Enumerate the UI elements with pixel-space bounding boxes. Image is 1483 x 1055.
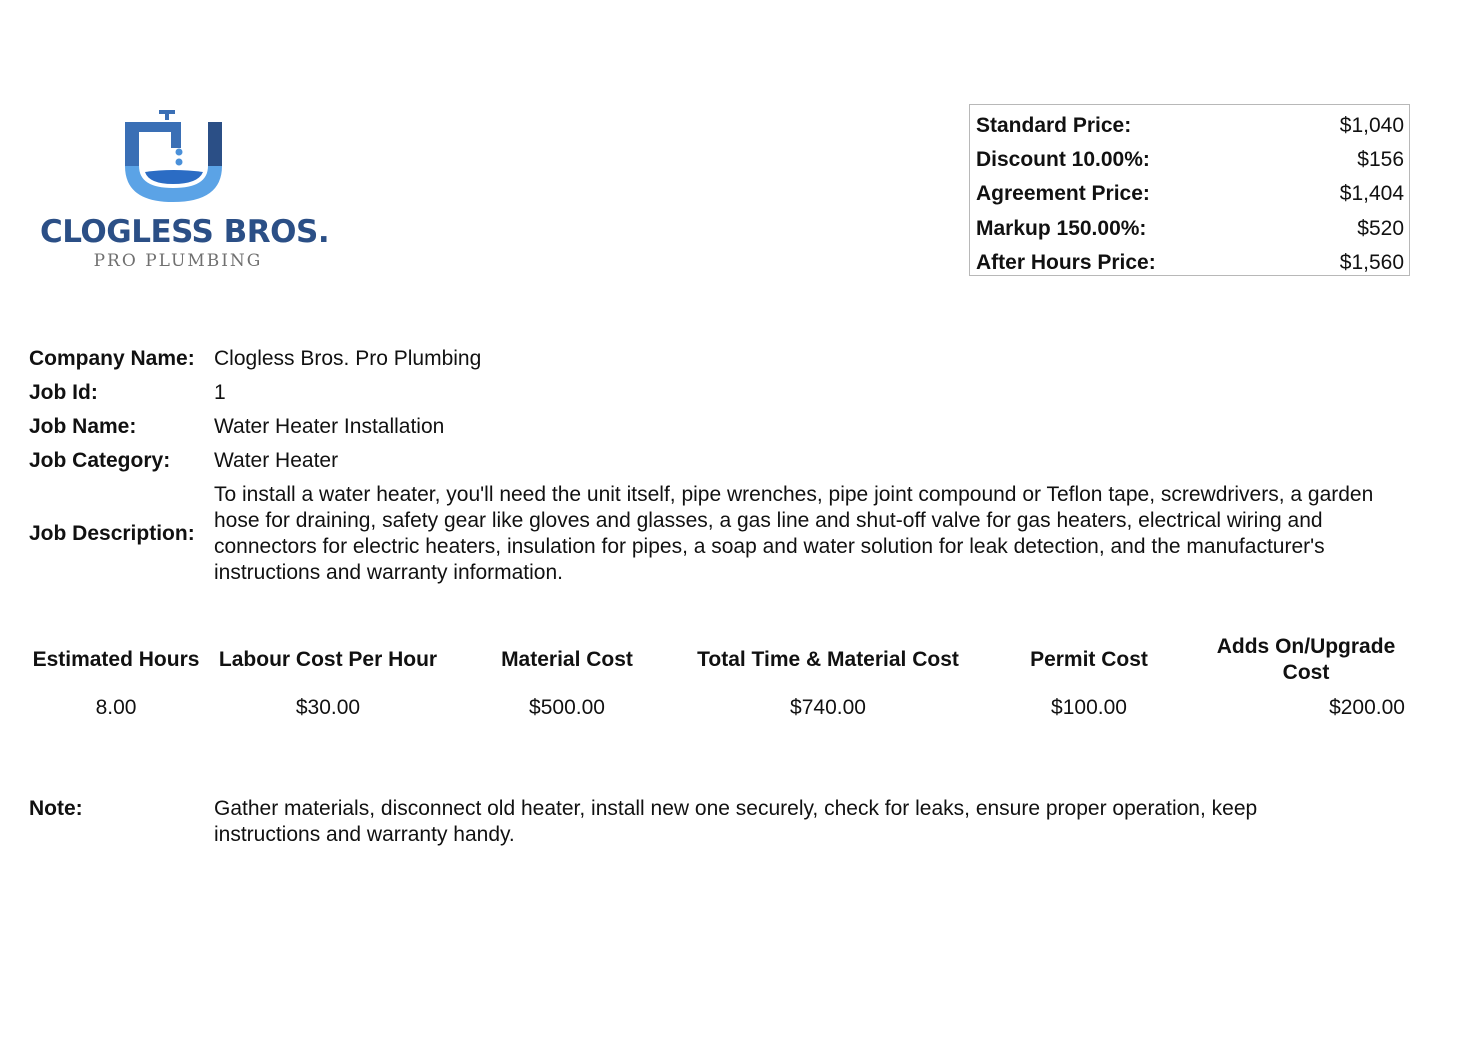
logo-subtitle: PRO PLUMBING — [93, 251, 263, 271]
price-label: Agreement Price: — [976, 182, 1150, 206]
price-label: Standard Price: — [976, 114, 1132, 138]
material-cost-header: Material Cost — [501, 648, 633, 671]
permit-cost-value: $100.00 — [1051, 696, 1127, 719]
agreement-price-row — [976, 177, 1404, 211]
permit-cost-header: Permit Cost — [1030, 648, 1148, 671]
price-value: $520 — [1357, 216, 1404, 240]
company-name-label: Company Name: — [29, 347, 195, 370]
labour-cost-header: Labour Cost Per Hour — [218, 648, 438, 671]
job-name-row — [29, 414, 1419, 440]
price-label: Discount 10.00%: — [976, 148, 1150, 172]
price-value: $1,404 — [1339, 182, 1404, 206]
note-value: Gather materials, disconnect old heater, install new one securely, check for leaks, ensure proper operation, keep instructions and warranty handy. — [214, 797, 1258, 846]
company-logo — [38, 108, 330, 278]
cost-value-row — [29, 688, 1409, 728]
total-cost-value: $740.00 — [790, 696, 866, 719]
pricing-summary — [969, 104, 1410, 276]
job-description-label: Job Description: — [29, 522, 195, 545]
job-category-label: Job Category: — [29, 449, 171, 472]
job-id-row — [29, 380, 1419, 406]
company-name-value: Clogless Bros. Pro Plumbing — [214, 347, 482, 370]
job-id-value: 1 — [214, 381, 226, 404]
material-cost-value: $500.00 — [529, 696, 605, 719]
note-row — [29, 796, 1419, 848]
after-hours-price-row — [976, 246, 1404, 280]
price-label: Markup 150.00%: — [976, 216, 1147, 240]
estimated-hours-header: Estimated Hours — [32, 648, 200, 671]
cost-header-row — [29, 632, 1409, 688]
discount-row — [976, 143, 1404, 177]
addons-cost-header: Adds On/Upgrade Cost — [1216, 635, 1396, 684]
labour-cost-value: $30.00 — [295, 696, 361, 719]
company-name-row — [29, 346, 1419, 372]
total-cost-header: Total Time & Material Cost — [697, 648, 959, 671]
standard-price-row — [976, 109, 1404, 143]
job-category-value: Water Heater — [214, 449, 339, 472]
price-value: $1,040 — [1339, 114, 1404, 138]
job-name-value: Water Heater Installation — [214, 415, 445, 438]
job-id-label: Job Id: — [29, 381, 98, 404]
cost-table — [29, 632, 1409, 728]
faucet-drain-icon — [123, 108, 238, 203]
price-label: After Hours Price: — [976, 250, 1156, 274]
note-label: Note: — [29, 797, 83, 820]
estimated-hours-value: 8.00 — [95, 696, 137, 719]
job-description-row — [29, 482, 1419, 586]
job-category-row — [29, 448, 1419, 474]
addons-cost-value: $200.00 — [1329, 696, 1405, 719]
logo-company-name: CLOGLESS BROS. — [40, 214, 330, 250]
job-details — [29, 346, 1419, 594]
job-name-label: Job Name: — [29, 415, 137, 438]
price-value: $156 — [1357, 148, 1404, 172]
markup-row — [976, 212, 1404, 246]
job-description-value: To install a water heater, you'll need the unit itself, pipe wrenches, pipe joint compound or Teflon tape, screwdrivers, a garden hose for draining, safety gear like gloves and glasses, a gas line and shut-off valve for gas heaters, electrical wiring and connectors for electric heaters, insulation for pipes, a soap and water solution for leak detection, and the manufacturer's instructions and warranty information. — [214, 483, 1374, 584]
price-value: $1,560 — [1339, 250, 1404, 274]
